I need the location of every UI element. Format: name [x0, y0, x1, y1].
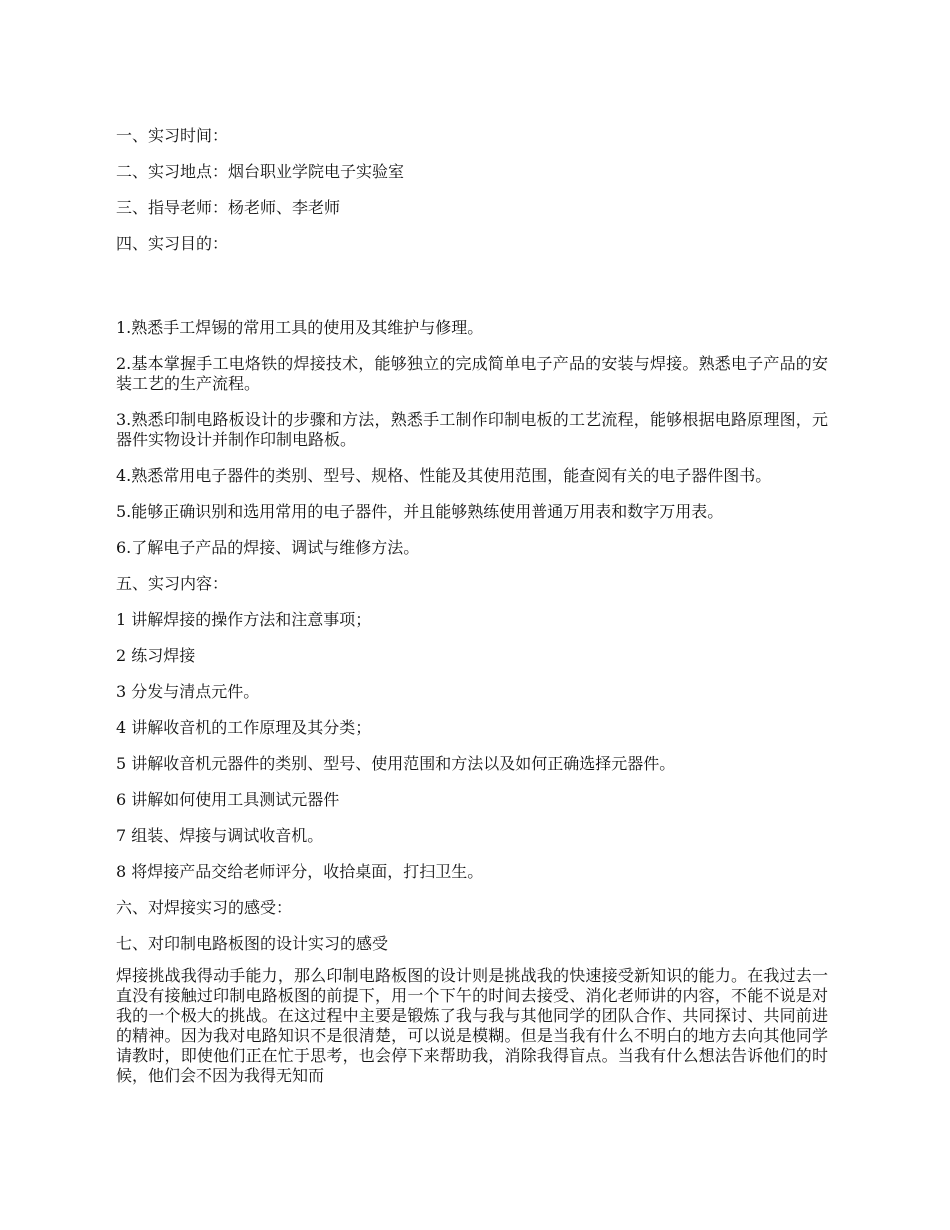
heading-pcb-feel: 七、对印制电路板图的设计实习的感受 [116, 934, 389, 953]
document-page [116, 126, 828, 1102]
purpose-item: 2.基本掌握手工电烙铁的焊接技术，能够独立的完成简单电子产品的安装与焊接。熟悉电子产品的安装工艺的生产流程。 [116, 354, 828, 393]
content-item: 7 组装、焊接与调试收音机。 [116, 826, 324, 845]
heading-place: 二、实习地点：烟台职业学院电子实验室 [116, 162, 405, 181]
heading-teacher: 三、指导老师：杨老师、李老师 [116, 198, 341, 217]
content-item: 8 将焊接产品交给老师评分，收拾桌面，打扫卫生。 [116, 862, 484, 881]
closing-paragraph: 焊接挑战我得动手能力，那么印制电路板图的设计则是挑战我的快速接受新知识的能力。在我过去一直没有接触过印制电路板图的前提下，用一个下午的时间去接受、消化老师讲的内容，不能不说是对我的一个极大的挑战。在这过程中主要是锻炼了我与我与其他同学的团队合作、共同探讨、共同前进的精神。因为我对电路知识不是很清楚，可以说是模糊。但是当我有什么不明白的地方去向其他同学请教时，即使他们正在忙于思考，也会停下来帮助我，消除我得盲点。当我有什么想法告诉他们的时候，他们会不因为我得无知而 [116, 966, 828, 1085]
heading-purpose: 四、实习目的： [116, 234, 229, 253]
blank-gap [116, 270, 828, 318]
purpose-item: 6.了解电子产品的焊接、调试与维修方法。 [116, 538, 420, 557]
content-item: 6 讲解如何使用工具测试元器件 [116, 790, 340, 809]
content-item: 3 分发与清点元件。 [116, 682, 260, 701]
content-item: 1 讲解焊接的操作方法和注意事项； [116, 610, 372, 629]
content-item: 5 讲解收音机元器件的类别、型号、使用范围和方法以及如何正确选择元器件。 [116, 754, 676, 773]
heading-time: 一、实习时间： [116, 126, 229, 145]
heading-content: 五、实习内容： [116, 574, 229, 593]
purpose-item: 3.熟悉印制电路板设计的步骤和方法，熟悉手工制作印制电板的工艺流程，能够根据电路原理图，元器件实物设计并制作印制电路板。 [116, 410, 828, 449]
purpose-item: 5.能够正确识别和选用常用的电子器件，并且能够熟练使用普通万用表和数字万用表。 [116, 502, 724, 521]
heading-weld-feel: 六、对焊接实习的感受： [116, 898, 293, 917]
purpose-item: 4.熟悉常用电子器件的类别、型号、规格、性能及其使用范围，能查阅有关的电子器件图书。 [116, 466, 772, 485]
purpose-item: 1.熟悉手工焊锡的常用工具的使用及其维护与修理。 [116, 318, 484, 337]
content-item: 4 讲解收音机的工作原理及其分类； [116, 718, 372, 737]
content-item: 2 练习焊接 [116, 646, 196, 665]
